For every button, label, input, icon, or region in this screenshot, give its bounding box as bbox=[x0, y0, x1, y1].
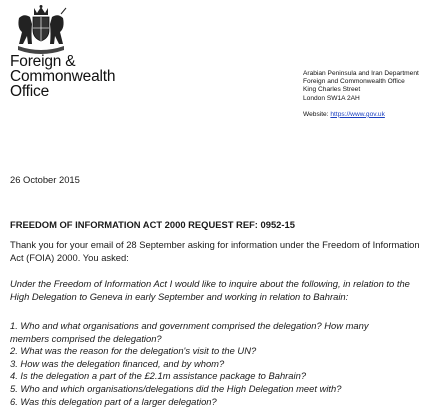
question-line: 4. Is the delegation a part of the £2.1m assistance package to Bahrain? bbox=[10, 370, 307, 382]
website-link[interactable]: https://www.gov.uk bbox=[330, 110, 385, 118]
question-line: 5. Who and which organisations/delegations did the High Delegation meet with? bbox=[10, 382, 342, 394]
question-line: 6. Was this delegation part of a larger delegation? bbox=[10, 395, 217, 407]
royal-coat-of-arms-icon bbox=[10, 4, 72, 58]
org-name-line: Foreign & bbox=[10, 53, 76, 70]
address-line: King Charles Street bbox=[303, 86, 361, 94]
address-line: Foreign and Commonwealth Office bbox=[303, 78, 405, 86]
organisation-name bbox=[10, 54, 115, 99]
org-name-line: Office bbox=[10, 83, 50, 100]
question-line: 2. What was the reason for the delegation's visit to the UN? bbox=[10, 345, 257, 357]
letter-date: 26 October 2015 bbox=[10, 174, 80, 185]
request-intro-paragraph: Under the Freedom of Information Act I would like to inquire about the following, in relation to the High Delegation to Geneva in early September and working in relation to Bahrain: bbox=[10, 278, 410, 302]
question-line: members comprised the delegation? bbox=[10, 332, 162, 344]
question-line: 1. Who and what organisations and government comprised the delegation? How many bbox=[10, 320, 369, 331]
address-line: Arabian Peninsula and Iran Department bbox=[303, 70, 419, 77]
address-line: London SW1A 2AH bbox=[303, 94, 360, 102]
website-label: Website: bbox=[303, 110, 329, 118]
sender-address bbox=[303, 70, 419, 119]
questions-list bbox=[10, 320, 426, 408]
org-name-line: Commonwealth bbox=[10, 68, 116, 85]
intro-paragraph: Thank you for your email of 28 September asking for information under the Freedom of Information Act (FOIA) 2000. You asked: bbox=[10, 239, 420, 263]
website-line bbox=[303, 111, 419, 119]
foi-request-reference: FREEDOM OF INFORMATION ACT 2000 REQUEST REF: 0952-15 bbox=[10, 219, 295, 230]
question-line: 3. How was the delegation financed, and by whom? bbox=[10, 357, 225, 369]
